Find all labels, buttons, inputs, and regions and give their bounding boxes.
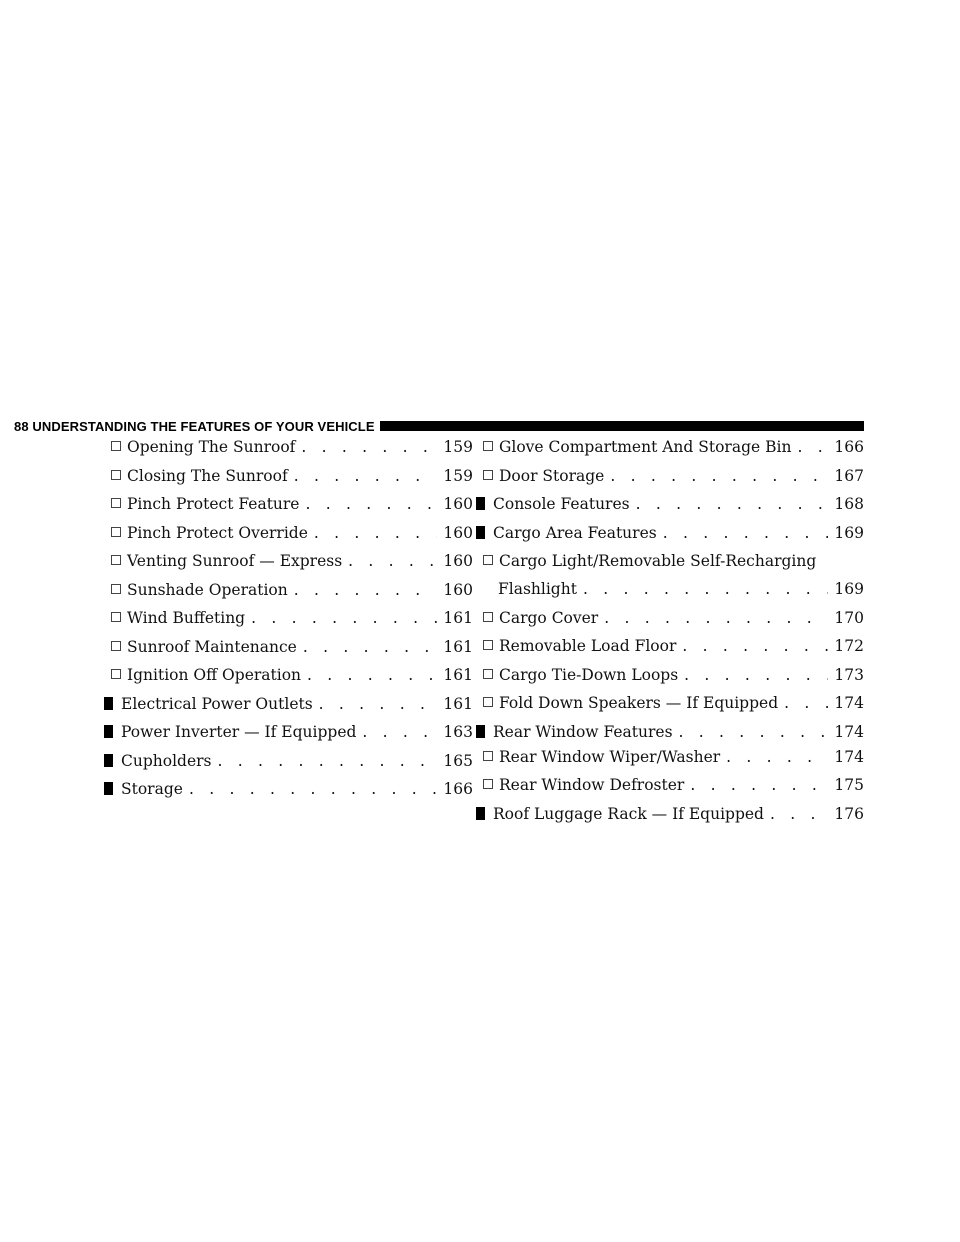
toc-entry-page: 159	[443, 466, 473, 485]
toc-entry-page: 168	[834, 495, 864, 513]
filled-square-bullet-icon	[476, 725, 485, 738]
toc-entry-page: 173	[834, 665, 864, 684]
toc-entry-title: Door Storage	[499, 466, 605, 485]
toc-entry-title: Closing The Sunroof	[127, 466, 288, 485]
toc-entry-page: 167	[834, 466, 864, 485]
toc-entry-page: 176	[834, 804, 864, 823]
toc-entry-page: 165	[443, 751, 473, 770]
dot-leader	[770, 804, 828, 824]
dot-leader	[690, 775, 828, 795]
toc-entry-title: Removable Load Floor	[499, 637, 677, 655]
toc-entry-title: Venting Sunroof — Express	[127, 552, 343, 570]
dot-leader	[784, 693, 828, 713]
toc-entry[interactable]	[111, 466, 473, 486]
toc-entry-page: 161	[443, 666, 473, 684]
toc-entry-title: Rear Window Defroster	[499, 776, 685, 794]
toc-entry-page: 160	[443, 495, 473, 513]
toc-entry-title: Storage	[121, 780, 183, 798]
toc-section-entry[interactable]	[476, 494, 864, 514]
dot-leader	[307, 665, 437, 685]
toc-entry[interactable]	[483, 466, 864, 486]
toc-entry-page: 163	[443, 723, 473, 741]
hollow-square-bullet-icon	[111, 470, 121, 480]
hollow-square-bullet-icon	[483, 697, 493, 707]
dot-leader	[301, 437, 437, 457]
hollow-square-bullet-icon	[111, 441, 121, 451]
dot-leader	[682, 636, 828, 656]
filled-square-bullet-icon	[104, 754, 113, 767]
toc-entry-title: Power Inverter — If Equipped	[121, 723, 357, 741]
toc-entry-title: Cargo Tie-Down Loops	[499, 665, 679, 684]
toc-entry[interactable]	[483, 636, 864, 656]
toc-entry-title: Pinch Protect Override	[127, 523, 308, 542]
dot-leader	[726, 747, 828, 767]
dot-leader	[314, 523, 438, 543]
toc-entry-page: 159	[443, 438, 473, 456]
toc-entry-title: Cargo Cover	[499, 608, 599, 627]
toc-entry[interactable]	[111, 580, 473, 600]
toc-entry[interactable]	[483, 608, 864, 628]
toc-section-entry[interactable]	[104, 722, 473, 742]
hollow-square-bullet-icon	[483, 779, 493, 789]
hollow-square-bullet-icon	[483, 669, 493, 679]
dot-leader	[189, 779, 437, 799]
toc-section-entry[interactable]	[104, 751, 473, 771]
filled-square-bullet-icon	[104, 725, 113, 738]
dot-leader	[604, 608, 828, 628]
hollow-square-bullet-icon	[483, 555, 493, 565]
dot-leader	[294, 466, 438, 486]
toc-entry[interactable]	[111, 608, 473, 628]
toc-entry[interactable]	[483, 747, 864, 767]
toc-entry-title: Electrical Power Outlets	[121, 694, 313, 713]
toc-entry-page: 169	[834, 523, 864, 542]
hollow-square-bullet-icon	[483, 751, 493, 761]
dot-leader	[684, 665, 828, 685]
dot-leader	[218, 751, 438, 771]
toc-entry[interactable]	[111, 523, 473, 543]
toc-entry-title: Opening The Sunroof	[127, 438, 296, 456]
dot-leader	[303, 637, 438, 657]
toc-entry[interactable]	[111, 494, 473, 514]
toc-entry-page: 174	[834, 747, 864, 766]
toc-left-column	[111, 437, 473, 808]
header-bar	[380, 421, 864, 431]
toc-entry-title: Glove Compartment And Storage Bin	[499, 438, 792, 456]
toc-entry[interactable]	[483, 665, 864, 685]
toc-entry-title-continued: Flashlight	[498, 580, 577, 598]
toc-entry[interactable]	[111, 665, 473, 685]
toc-entry[interactable]	[111, 437, 473, 457]
toc-entry-page: 172	[834, 637, 864, 655]
toc-entry[interactable]	[483, 775, 864, 795]
toc-section-entry[interactable]	[476, 523, 864, 543]
toc-entry-title: Sunroof Maintenance	[127, 637, 297, 656]
hollow-square-bullet-icon	[483, 640, 493, 650]
toc-entry-page: 161	[443, 609, 473, 627]
hollow-square-bullet-icon	[483, 470, 493, 480]
toc-entry[interactable]	[111, 637, 473, 657]
dot-leader	[797, 437, 828, 457]
toc-section-entry[interactable]	[104, 779, 473, 799]
toc-entry-title: Console Features	[493, 495, 630, 513]
toc-entry-title: Fold Down Speakers — If Equipped	[499, 694, 779, 712]
toc-entry-title: Pinch Protect Feature	[127, 495, 300, 513]
dot-leader	[319, 694, 438, 714]
page-header	[0, 417, 864, 435]
filled-square-bullet-icon	[104, 782, 113, 795]
filled-square-bullet-icon	[476, 526, 485, 539]
toc-entry-page: 161	[443, 694, 473, 713]
toc-entry-title: Roof Luggage Rack — If Equipped	[493, 804, 764, 823]
dot-leader	[251, 608, 437, 628]
toc-entry[interactable]	[483, 551, 864, 599]
toc-entry-title: Rear Window Features	[493, 722, 673, 741]
toc-section-entry[interactable]	[476, 804, 864, 824]
toc-entry-title: Cupholders	[121, 751, 212, 770]
hollow-square-bullet-icon	[483, 441, 493, 451]
hollow-square-bullet-icon	[111, 641, 121, 651]
toc-entry-page: 169	[834, 580, 864, 598]
hollow-square-bullet-icon	[111, 584, 121, 594]
toc-entry-title: Sunshade Operation	[127, 580, 288, 599]
dot-leader	[663, 523, 829, 543]
filled-square-bullet-icon	[476, 497, 485, 510]
dot-leader	[583, 579, 828, 599]
toc-entry-page: 174	[834, 722, 864, 741]
toc-entry-page: 160	[443, 523, 473, 542]
toc-entry-page: 161	[443, 637, 473, 656]
hollow-square-bullet-icon	[111, 527, 121, 537]
toc-entry[interactable]	[483, 437, 864, 457]
toc-section-entry[interactable]	[104, 694, 473, 714]
toc-entry-page: 174	[834, 694, 864, 712]
toc-entry[interactable]	[111, 551, 473, 571]
dot-leader	[679, 722, 829, 742]
toc-entry[interactable]	[483, 693, 864, 713]
toc-entry-page: 175	[834, 776, 864, 794]
toc-entry-title: Rear Window Wiper/Washer	[499, 747, 721, 766]
dot-leader	[636, 494, 829, 514]
toc-entry-title: Cargo Area Features	[493, 523, 657, 542]
dot-leader	[294, 580, 438, 600]
toc-entry-page: 160	[443, 552, 473, 570]
header-text: 88 UNDERSTANDING THE FEATURES OF YOUR VEHICLE	[14, 418, 375, 434]
toc-entry-page: 170	[834, 608, 864, 627]
dot-leader	[362, 722, 437, 742]
toc-entry-page: 160	[443, 580, 473, 599]
toc-entry-page: 166	[443, 780, 473, 798]
toc-entry-page: 166	[834, 438, 864, 456]
toc-section-entry[interactable]	[476, 722, 864, 742]
hollow-square-bullet-icon	[111, 612, 121, 622]
filled-square-bullet-icon	[104, 697, 113, 710]
toc-entry-title: Ignition Off Operation	[127, 666, 302, 684]
toc-right-column	[476, 437, 864, 832]
toc-entry-title: Wind Buffeting	[127, 609, 246, 627]
filled-square-bullet-icon	[476, 807, 485, 820]
hollow-square-bullet-icon	[111, 669, 121, 679]
dot-leader	[610, 466, 828, 486]
hollow-square-bullet-icon	[483, 612, 493, 622]
hollow-square-bullet-icon	[111, 498, 121, 508]
hollow-square-bullet-icon	[111, 555, 121, 565]
dot-leader	[305, 494, 437, 514]
dot-leader	[348, 551, 437, 571]
toc-entry-title: Cargo Light/Removable Self-Recharging	[499, 552, 817, 570]
